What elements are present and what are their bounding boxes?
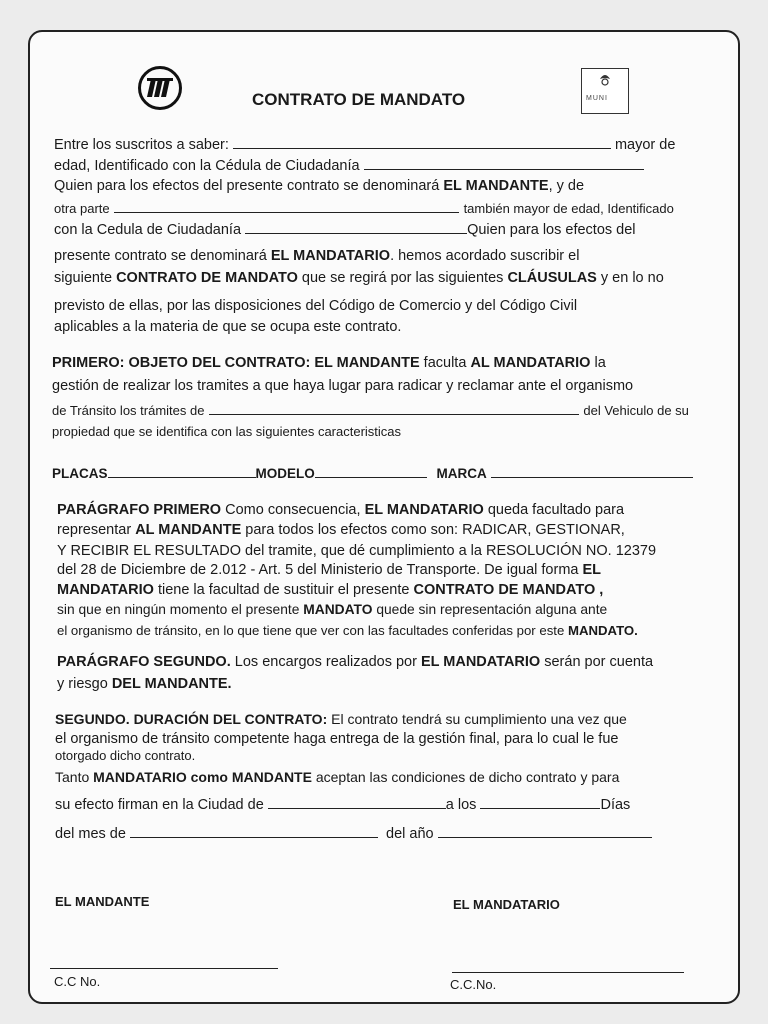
segundo-line-1 bbox=[55, 711, 627, 727]
intro-text: Quien para los efectos del presente contrato se denominará bbox=[54, 178, 440, 194]
par1-text: el organismo de tránsito, en lo que tiene que ver con las facultades conferidas por este bbox=[57, 623, 565, 638]
mandante-signature-line[interactable] bbox=[50, 968, 278, 969]
name-mandante-field[interactable] bbox=[233, 135, 611, 149]
par1-line-4 bbox=[57, 561, 601, 580]
mandatario-term: EL MANDATARIO bbox=[270, 248, 391, 264]
par1-text: queda facultado para bbox=[487, 502, 625, 518]
modelo-label: MODELO bbox=[255, 466, 315, 481]
par2-heading: PARÁGRAFO SEGUNDO. bbox=[57, 654, 231, 670]
contract-sheet bbox=[28, 30, 740, 1004]
mandante-term: DEL MANDANTE. bbox=[111, 676, 232, 692]
contrato-term: CONTRATO DE MANDATO , bbox=[413, 582, 604, 598]
primero-text: faculta bbox=[423, 355, 467, 371]
clausulas-term: CLÁUSULAS bbox=[507, 270, 597, 286]
modelo-field[interactable] bbox=[315, 464, 427, 478]
par1-line-5 bbox=[57, 581, 603, 600]
segundo-text: aceptan las condiciones de dicho contrato y para bbox=[315, 769, 620, 785]
segundo-line-5 bbox=[55, 795, 630, 815]
intro-line-2 bbox=[54, 156, 644, 176]
par1-text: del 28 de Diciembre de 2.012 - Art. 5 del Ministerio de Transporte. De igual forma bbox=[57, 562, 579, 578]
mandante-signature-label: EL MANDANTE bbox=[55, 894, 150, 909]
primero-line-3 bbox=[52, 401, 689, 420]
par1-line-3: Y RECIBIR EL RESULTADO del tramite, que dé cumplimiento a la RESOLUCIÓN NO. 12379 bbox=[57, 543, 657, 559]
mes-field[interactable] bbox=[130, 824, 378, 838]
segundo-text: El contrato tendrá su cumplimiento una vez que bbox=[331, 711, 627, 727]
par1-heading: PARÁGRAFO PRIMERO bbox=[57, 502, 222, 518]
contrato-term: CONTRATO DE MANDATO bbox=[116, 270, 298, 286]
marca-label: MARCA bbox=[436, 466, 487, 481]
name-mandatario-field[interactable] bbox=[114, 199, 459, 213]
segundo-text: a los bbox=[445, 797, 477, 813]
primero-line-4: propiedad que se identifica con las siguientes caracteristicas bbox=[52, 424, 402, 439]
intro-text: y en lo no bbox=[600, 270, 664, 286]
mandatario-cc-label: C.C.No. bbox=[450, 977, 497, 992]
primero-line-2: gestión de realizar los tramites a que haya lugar para radicar y reclamar ante el organismo bbox=[52, 378, 634, 394]
segundo-heading: SEGUNDO. DURACIÓN DEL CONTRATO: bbox=[55, 711, 328, 727]
segundo-line-4 bbox=[55, 769, 619, 785]
document-title: CONTRATO DE MANDATO bbox=[252, 90, 466, 109]
primero-line-1 bbox=[52, 354, 606, 373]
par2-text: Los encargos realizados por bbox=[234, 654, 417, 670]
par2-text: y riesgo bbox=[57, 676, 108, 692]
intro-text: Entre los suscritos a saber: bbox=[54, 137, 229, 153]
segundo-text: del mes de bbox=[55, 826, 126, 842]
par1-text: sin que en ningún momento el presente bbox=[57, 602, 300, 617]
par1-text: tiene la facultad de sustituir el presente bbox=[157, 582, 410, 598]
segundo-line-2: el organismo de tránsito competente haga entrega de la gestión final, para lo cual le fue bbox=[55, 731, 619, 747]
intro-text: siguiente bbox=[54, 270, 113, 286]
placas-label: PLACAS bbox=[52, 466, 108, 481]
seal-text: MUNI bbox=[586, 95, 608, 102]
municipal-seal-icon bbox=[581, 68, 629, 114]
dias-field[interactable] bbox=[480, 795, 600, 809]
primero-text: la bbox=[594, 355, 606, 371]
intro-line-5 bbox=[54, 220, 636, 240]
segundo-line-6 bbox=[55, 824, 652, 844]
mandato-term: MANDATO. bbox=[567, 623, 638, 638]
par1-text: Como consecuencia, bbox=[225, 502, 361, 518]
intro-text: con la Cedula de Ciudadanía bbox=[54, 222, 242, 238]
intro-line-3 bbox=[54, 177, 584, 196]
intro-line-1 bbox=[54, 135, 675, 155]
logo-emblem-icon bbox=[138, 66, 182, 110]
intro-text: edad, Identificado con la Cédula de Ciudadanía bbox=[54, 158, 360, 174]
segundo-text: del año bbox=[386, 826, 434, 842]
par2-line-2 bbox=[57, 675, 232, 694]
marca-field[interactable] bbox=[491, 464, 693, 478]
par2-line-1 bbox=[57, 653, 653, 672]
tramites-field[interactable] bbox=[209, 401, 579, 415]
placas-field[interactable] bbox=[108, 464, 256, 478]
intro-text: . hemos acordado suscribir el bbox=[390, 248, 580, 264]
intro-text: también mayor de edad, Identificado bbox=[463, 201, 674, 216]
mandante-term: EL MANDANTE bbox=[443, 178, 549, 194]
primero-heading: PRIMERO: OBJETO DEL CONTRATO: bbox=[52, 355, 311, 371]
ciudad-field[interactable] bbox=[268, 795, 446, 809]
intro-text: otra parte bbox=[54, 201, 110, 216]
segundo-text: su efecto firman en la Ciudad de bbox=[55, 797, 264, 813]
intro-line-4 bbox=[54, 199, 674, 218]
intro-text: , y de bbox=[548, 178, 585, 194]
intro-text: mayor de bbox=[614, 137, 676, 153]
par1-line-1 bbox=[57, 501, 624, 520]
parties-term: MANDATARIO como MANDANTE bbox=[93, 769, 312, 785]
intro-line-7 bbox=[54, 269, 664, 288]
par1-line-6 bbox=[57, 602, 607, 617]
mandato-term: MANDATO bbox=[303, 602, 373, 617]
mandatario-term: EL MANDATARIO bbox=[364, 502, 484, 518]
par1-text: quede sin representación alguna ante bbox=[376, 602, 608, 617]
mandatario-signature-line[interactable] bbox=[452, 972, 684, 973]
par1-text: representar bbox=[57, 522, 132, 538]
mandatario-signature-label: EL MANDATARIO bbox=[453, 897, 560, 912]
intro-line-8: previsto de ellas, por las disposiciones del Código de Comercio y del Código Civil bbox=[54, 298, 578, 314]
vehicle-line bbox=[52, 464, 693, 481]
mandante-term: AL MANDANTE bbox=[135, 522, 242, 538]
mandatario-term: MANDATARIO bbox=[57, 582, 154, 598]
segundo-text: Tanto bbox=[55, 769, 90, 785]
anio-field[interactable] bbox=[438, 824, 652, 838]
mandante-term: EL MANDANTE bbox=[314, 355, 420, 371]
par1-text: EL bbox=[582, 562, 602, 578]
mandante-cc-label: C.C No. bbox=[54, 974, 101, 989]
primero-text: de Tránsito los trámites de bbox=[52, 403, 205, 418]
intro-text: presente contrato se denominará bbox=[54, 248, 267, 264]
segundo-line-3: otorgado dicho contrato. bbox=[55, 748, 196, 763]
mandatario-term: EL MANDATARIO bbox=[420, 654, 541, 670]
intro-text: que se regirá por las siguientes bbox=[301, 270, 504, 286]
par1-line-7 bbox=[57, 623, 638, 638]
primero-text: del Vehiculo de su bbox=[583, 403, 689, 418]
intro-text: Quien para los efectos del bbox=[467, 222, 636, 238]
intro-line-6 bbox=[54, 247, 579, 266]
par2-text: serán por cuenta bbox=[544, 654, 654, 670]
intro-line-9: aplicables a la materia de que se ocupa este contrato. bbox=[54, 319, 402, 335]
par1-line-2 bbox=[57, 521, 625, 540]
cedula-mandatario-field[interactable] bbox=[245, 220, 467, 234]
segundo-text: Días bbox=[600, 797, 631, 813]
cedula-mandante-field[interactable] bbox=[364, 156, 644, 170]
par1-text: para todos los efectos como son: RADICAR, GESTIONAR, bbox=[245, 522, 625, 538]
mandatario-term: AL MANDATARIO bbox=[470, 355, 591, 371]
